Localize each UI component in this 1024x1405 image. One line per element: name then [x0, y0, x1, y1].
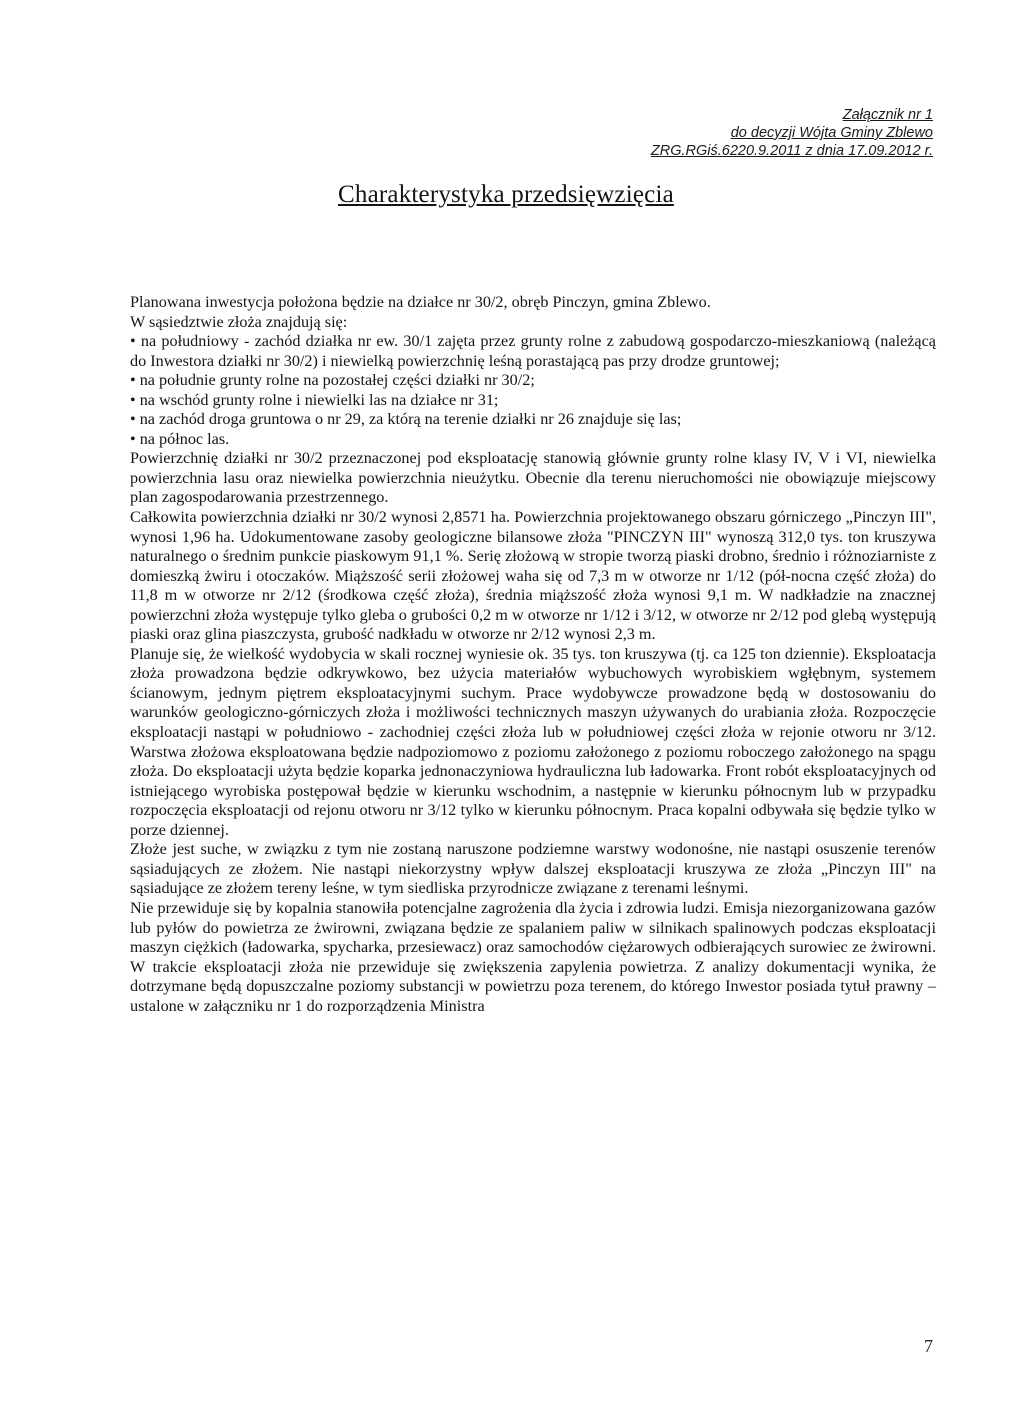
- paragraph: • na wschód grunty rolne i niewielki las na działce nr 31;: [130, 390, 499, 409]
- attachment-decision: do decyzji Wójta Gminy Zblewo: [730, 125, 933, 141]
- page-number: 7: [924, 1336, 933, 1356]
- document-body: [130, 293, 936, 1016]
- paragraph: Planuje się, że wielkość wydobycia w skali rocznej wyniesie ok. 35 tys. ton kruszywa (tj. ca 125 ton dziennie). Eksploatacja złoża prowadzona będzie odkrywkowo, bez użycia materiałów wybuchowych wyrobiskiem wgłębnym, systemem ścianowym, jednym piętrem eksploatacyjnymi suchym. Prace wydobywcze prowadzone będą w dostosowaniu do warunków geologiczno-górniczych złoża i możliwości technicznych maszyn używanych do urabiania złoża. Rozpoczęcie eksploatacji nastąpi w południowo - zachodniej części złoża lub w południowej części złoża w rejonie otworu nr 3/12. Warstwa złożowa eksploatowana będzie nadpoziomowo z poziomu założonego z poziomu roboczego założonego na spągu złoża. Do eksploatacji użyta będzie koparka jednonaczyniowa hydrauliczna lub ładowarka. Front robót eksploatacyjnych od istniejącego wyrobiska postępował będzie w kierunku wschodnim, a następnie w kierunku północnym lub w przypadku rozpoczęcia eksploatacji od rejonu otworu nr 3/12 tylko w kierunku północnym. Praca kopalni odbywała się będzie tylko w porze dziennej.: [130, 644, 936, 839]
- paragraph: • na północ las.: [130, 429, 230, 448]
- paragraph: W sąsiedztwie złoża znajdują się:: [130, 312, 348, 331]
- attachment-header: [651, 106, 933, 160]
- paragraph: Całkowita powierzchnia działki nr 30/2 wynosi 2,8571 ha. Powierzchnia projektowanego obszaru górniczego „Pinczyn III", wynosi 1,96 ha. Udokumentowane zasoby geologiczne bilansowe złoża "PINCZYN III" wynoszą 312,0 tys. ton kruszywa naturalnego o średnim punkcie piaskowym 91,1 %. Serię złożową w stropie tworzą piaski drobno, średnio i różnoziarniste z domieszką żwiru i otoczaków. Miąższość serii złożowej waha się od 7,3 m w otworze nr 1/12 (pół-nocna część złoża) do 11,8 m w otworze nr 2/12 (środkowa część złoża), średnia miąższość złoża wynosi 9,1 m. W nadkładzie na znacznej powierzchni złoża występuje tylko gleba o grubości 0,2 m w otworze nr 1/12 i 3/12, w otworze nr 2/12 pod glebą występują piaski oraz glina piaszczysta, grubość nadkładu w otworze nr 2/12 wynosi 2,3 m.: [130, 508, 936, 644]
- paragraph: • na zachód droga gruntowa o nr 29, za którą na terenie działki nr 26 znajduje się las;: [130, 410, 682, 429]
- attachment-number: Załącznik nr 1: [842, 107, 933, 123]
- paragraph: Powierzchnię działki nr 30/2 przeznaczonej pod eksploatację stanowią głównie grunty rolne klasy IV, V i VI, niewielka powierzchnia lasu oraz niewielka powierzchnia nieużytku. Obecnie dla terenu nieruchomości nie obowiązuje miejscowy plan zagospodarowania przestrzennego.: [130, 449, 936, 507]
- paragraph: Złoże jest suche, w związku z tym nie zostaną naruszone podziemne warstwy wodonośne, nie nastąpi osuszenie terenów sąsiadujących ze złożem. Nie nastąpi niekorzystny wpływ dalszej eksploatacji kruszywa ze złoża „Pinczyn III" na sąsiadujące ze złożem tereny leśne, w tym siedliska przyrodnicze związane z terenami leśnymi.: [130, 840, 936, 898]
- paragraph: Planowana inwestycja położona będzie na działce nr 30/2, obręb Pinczyn, gmina Zblewo.: [130, 293, 711, 311]
- paragraph: Nie przewiduje się by kopalnia stanowiła potencjalne zagrożenia dla życia i zdrowia ludzi. Emisja niezorganizowana gazów lub pyłów do powietrza ze żwirowni, związana będzie ze spalaniem paliw w silnikach spalinowych podczas eksploatacji maszyn ciężkich (ładowarka, spycharka, przesiewacz) oraz samochodów ciężarowych odbierających surowiec ze żwirowni. W trakcie eksploatacji złoża nie przewiduje się zwiększenia zapylenia powietrza. Z analizy dokumentacji wynika, że dotrzymane będą dopuszczalne poziomy substancji w powietrzu poza terenem, do którego Inwestor posiada tytuł prawny – ustalone w załączniku nr 1 do rozporządzenia Ministra: [130, 898, 936, 1015]
- attachment-reference: ZRG.RGiś.6220.9.2011 z dnia 17.09.2012 r.: [650, 143, 933, 159]
- paragraph: • na południe grunty rolne na pozostałej części działki nr 30/2;: [130, 371, 535, 390]
- document-title: Charakterystyka przedsięwzięcia: [338, 181, 674, 208]
- paragraph: • na południowy - zachód działka nr ew. 30/1 zajęta przez grunty rolne z zabudową gospodarczo-mieszkaniową (należącą do Inwestora działki nr 30/2) i niewielką powierzchnię leśną porastającą pas przy drodze gruntowej;: [130, 332, 936, 370]
